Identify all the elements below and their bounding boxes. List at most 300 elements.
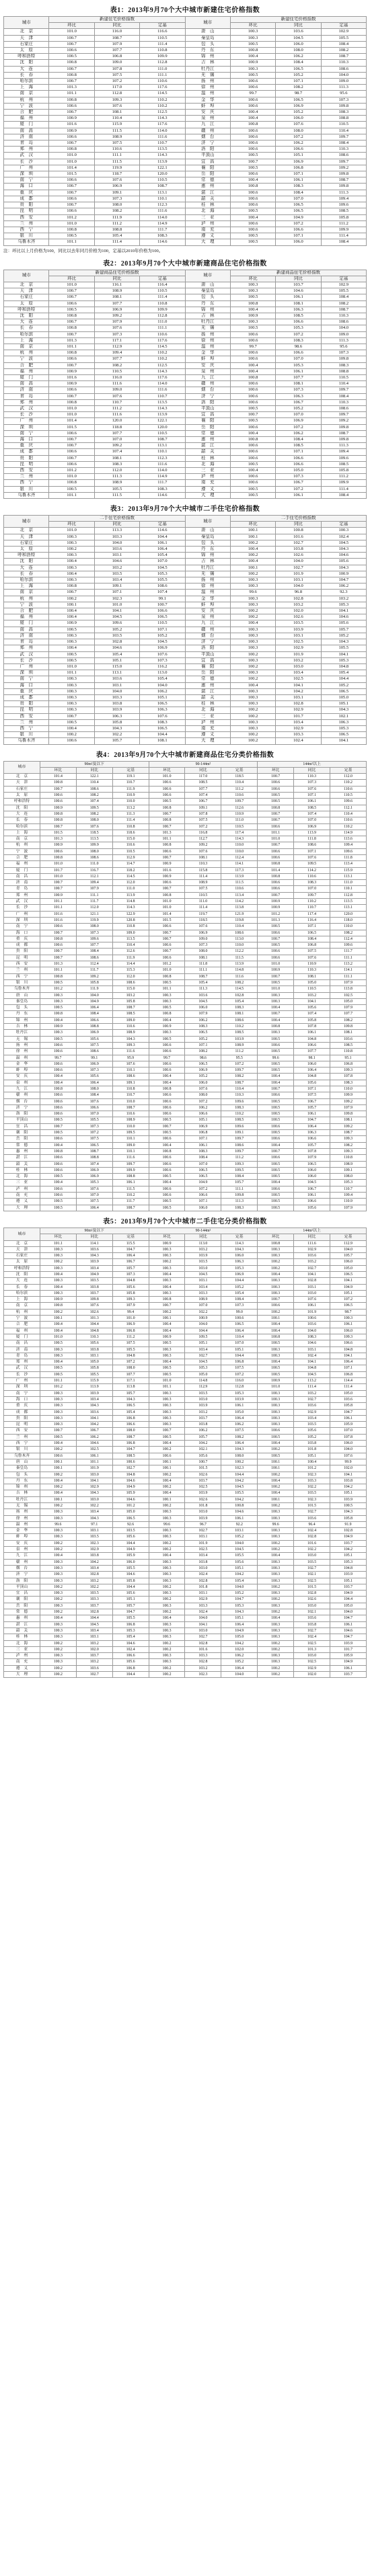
table-row bbox=[4, 1061, 367, 1067]
value-cell: 104.7 bbox=[112, 1609, 149, 1615]
value-cell: 103.1 bbox=[276, 694, 321, 700]
value-cell: 100.6 bbox=[258, 949, 294, 955]
value-cell: 106.2 bbox=[276, 54, 321, 60]
value-cell: 106.5 bbox=[140, 701, 185, 707]
value-cell: 115.3 bbox=[112, 967, 149, 973]
city-cell: 郑 州 bbox=[4, 1359, 40, 1365]
table-row bbox=[4, 1080, 367, 1086]
value-cell: 108.9 bbox=[221, 1042, 258, 1048]
value-cell: 103.4 bbox=[185, 1553, 221, 1559]
value-cell: 109.0 bbox=[112, 930, 149, 936]
table-row bbox=[4, 1603, 367, 1609]
value-cell: 110.2 bbox=[330, 780, 367, 786]
table-row bbox=[4, 998, 367, 1004]
value-cell: 109.1 bbox=[94, 190, 139, 196]
value-cell: 112.8 bbox=[330, 892, 367, 898]
city-cell: 洛 阳 bbox=[185, 147, 230, 153]
value-cell: 106.4 bbox=[221, 1621, 258, 1627]
city-cell: 温 州 bbox=[185, 590, 230, 596]
value-cell: 106.1 bbox=[294, 1303, 330, 1309]
value-cell: 111.7 bbox=[140, 480, 185, 486]
value-cell: 109.8 bbox=[321, 171, 366, 177]
city-cell: 呼和浩特 bbox=[4, 553, 49, 559]
value-cell: 110.1 bbox=[112, 1136, 149, 1142]
value-cell: 110.3 bbox=[321, 147, 366, 153]
value-cell: 108.5 bbox=[330, 1042, 367, 1048]
value-cell: 100.3 bbox=[258, 1621, 294, 1627]
value-cell: 105.1 bbox=[185, 1117, 221, 1123]
table-row bbox=[4, 1409, 367, 1415]
value-cell: 108.0 bbox=[76, 924, 112, 930]
value-cell: 101.9 bbox=[185, 1540, 221, 1546]
value-cell: 100.5 bbox=[40, 1130, 76, 1136]
value-cell: 100.3 bbox=[258, 1278, 294, 1284]
value-cell: 107.6 bbox=[94, 177, 139, 184]
value-cell: 114.0 bbox=[140, 468, 185, 474]
value-cell: 109.6 bbox=[330, 848, 367, 854]
value-cell: 108.7 bbox=[112, 1104, 149, 1111]
value-cell: 108.6 bbox=[294, 842, 330, 848]
value-cell: 108.6 bbox=[112, 979, 149, 985]
value-cell: 100.6 bbox=[258, 1123, 294, 1129]
value-cell: 122.9 bbox=[112, 911, 149, 917]
value-cell: 108.2 bbox=[94, 362, 139, 368]
city-cell: 三 亚 bbox=[185, 468, 230, 474]
value-cell: 105.1 bbox=[330, 1290, 367, 1296]
value-cell: 114.6 bbox=[140, 528, 185, 534]
value-cell: 109.5 bbox=[112, 1130, 149, 1136]
value-cell: 104.1 bbox=[76, 1478, 112, 1484]
value-cell: 100.4 bbox=[40, 1441, 76, 1447]
value-cell: 105.9 bbox=[330, 1653, 367, 1659]
value-cell: 114.6 bbox=[140, 239, 185, 245]
city-cell: 乌鲁木齐 bbox=[4, 492, 49, 498]
value-cell: 106.4 bbox=[76, 1080, 112, 1086]
value-cell: 100.5 bbox=[258, 1199, 294, 1205]
city-cell: 九 江 bbox=[4, 1086, 40, 1092]
value-cell: 108.1 bbox=[276, 381, 321, 387]
value-cell: 114.0 bbox=[140, 128, 185, 134]
value-cell: 100.6 bbox=[258, 848, 294, 854]
city-cell: 安 庆 bbox=[4, 1540, 40, 1546]
table-row bbox=[4, 917, 367, 923]
value-cell: 107.9 bbox=[185, 1011, 221, 1017]
value-cell: 100.6 bbox=[258, 786, 294, 792]
value-cell: 108.7 bbox=[330, 1130, 367, 1136]
value-cell: 118.0 bbox=[330, 917, 367, 923]
table-row bbox=[4, 35, 367, 41]
value-cell: 106.9 bbox=[112, 1322, 149, 1328]
value-cell: 105.0 bbox=[276, 468, 321, 474]
value-cell: 100.6 bbox=[149, 1061, 185, 1067]
value-cell: 101.0 bbox=[149, 967, 185, 973]
value-cell: 112.6 bbox=[112, 949, 149, 955]
value-cell: 100.6 bbox=[258, 886, 294, 892]
value-cell: 104.9 bbox=[185, 1180, 221, 1186]
value-cell: 106.1 bbox=[330, 1322, 367, 1328]
value-cell: 110.6 bbox=[294, 873, 330, 879]
city-cell: 泉 州 bbox=[4, 1080, 40, 1086]
value-cell: 116.0 bbox=[221, 1378, 258, 1384]
value-cell: 105.5 bbox=[112, 1565, 149, 1571]
value-cell: 114.1 bbox=[76, 1240, 112, 1246]
value-cell: 100.7 bbox=[149, 886, 185, 892]
value-cell: 100.2 bbox=[149, 1547, 185, 1553]
city-cell: 三 亚 bbox=[185, 214, 230, 220]
value-cell: 100.6 bbox=[230, 79, 275, 85]
city-cell: 丹 东 bbox=[185, 48, 230, 54]
value-cell: 108.1 bbox=[94, 455, 139, 461]
value-cell: 108.0 bbox=[276, 48, 321, 54]
value-cell: 100.1 bbox=[149, 1459, 185, 1465]
value-cell: 106.9 bbox=[185, 930, 221, 936]
value-cell: 100.3 bbox=[258, 1290, 294, 1296]
value-cell: 113.8 bbox=[221, 905, 258, 911]
value-cell: 111.2 bbox=[112, 1334, 149, 1340]
value-cell: 107.3 bbox=[321, 350, 366, 356]
value-cell: 100.3 bbox=[258, 1030, 294, 1036]
value-cell: 103.0 bbox=[185, 1265, 221, 1271]
value-cell: 104.2 bbox=[76, 1559, 112, 1565]
value-cell: 100.3 bbox=[258, 1409, 294, 1415]
value-cell: 101.2 bbox=[49, 214, 94, 220]
value-cell: 105.6 bbox=[185, 1453, 221, 1459]
value-cell: 100.4 bbox=[258, 1074, 294, 1080]
value-cell: 108.7 bbox=[112, 1434, 149, 1440]
city-cell: 惠 州 bbox=[185, 437, 230, 443]
value-cell: 109.2 bbox=[185, 842, 221, 848]
value-cell: 104.7 bbox=[330, 1634, 367, 1640]
value-cell: 104.6 bbox=[76, 1441, 112, 1447]
city-cell: 西 宁 bbox=[4, 725, 49, 731]
value-cell: 104.8 bbox=[112, 1278, 149, 1284]
value-cell: 100.7 bbox=[149, 1123, 185, 1129]
city-cell: 九 江 bbox=[185, 122, 230, 128]
value-cell: 100.4 bbox=[258, 1359, 294, 1365]
value-cell: 100.2 bbox=[258, 1259, 294, 1265]
value-cell: 103.7 bbox=[76, 1290, 112, 1296]
value-cell: 106.5 bbox=[140, 614, 185, 620]
value-cell: 100.6 bbox=[149, 1104, 185, 1111]
value-cell: 106.0 bbox=[276, 41, 321, 47]
value-cell: 100.6 bbox=[149, 780, 185, 786]
value-cell: 101.1 bbox=[76, 1459, 112, 1465]
value-cell: 100.8 bbox=[49, 72, 94, 78]
value-cell: 108.5 bbox=[276, 313, 321, 319]
value-cell: 105.3 bbox=[140, 571, 185, 577]
table-row bbox=[4, 793, 367, 799]
city-cell: 金 华 bbox=[185, 596, 230, 602]
value-cell: 103.2 bbox=[294, 1259, 330, 1265]
value-cell: 106.2 bbox=[185, 1428, 221, 1434]
value-cell: 113.9 bbox=[140, 412, 185, 418]
value-cell: 100.7 bbox=[185, 1459, 221, 1465]
city-cell: 北 海 bbox=[185, 208, 230, 214]
value-cell: 99.7 bbox=[230, 344, 275, 350]
city-cell: 南 京 bbox=[4, 836, 40, 842]
city-cell: 锦 州 bbox=[4, 1484, 40, 1490]
value-cell: 106.6 bbox=[276, 461, 321, 467]
value-cell: 100.4 bbox=[294, 1459, 330, 1465]
value-cell: 100.6 bbox=[40, 1155, 76, 1161]
value-cell: 102.7 bbox=[294, 1509, 330, 1515]
city-cell: 常 德 bbox=[185, 177, 230, 184]
value-cell: 108.8 bbox=[76, 1024, 112, 1030]
city-cell: 南 充 bbox=[4, 1659, 40, 1665]
value-cell: 107.0 bbox=[140, 559, 185, 565]
city-cell: 西 宁 bbox=[4, 1441, 40, 1447]
value-cell: 107.8 bbox=[294, 1024, 330, 1030]
value-cell: 102.1 bbox=[185, 1447, 221, 1453]
value-cell: 105.0 bbox=[221, 1634, 258, 1640]
value-cell: 100.8 bbox=[40, 1011, 76, 1017]
value-cell: 100.3 bbox=[149, 1415, 185, 1421]
table-row bbox=[4, 405, 367, 411]
value-cell: 107.6 bbox=[76, 1303, 112, 1309]
value-cell: 109.4 bbox=[321, 196, 366, 202]
table-row bbox=[4, 153, 367, 159]
city-cell: 大 连 bbox=[4, 565, 49, 571]
value-cell: 114.9 bbox=[330, 830, 367, 836]
city-cell: 重 庆 bbox=[4, 688, 49, 694]
value-cell: 100.3 bbox=[321, 528, 366, 534]
value-cell: 100.3 bbox=[40, 992, 76, 998]
value-cell: 107.3 bbox=[76, 1123, 112, 1129]
table-row bbox=[4, 362, 367, 368]
value-cell: 100.9 bbox=[258, 899, 294, 905]
table-row bbox=[4, 1559, 367, 1565]
value-cell: 106.8 bbox=[112, 1328, 149, 1334]
value-cell: 106.4 bbox=[221, 1665, 258, 1671]
value-cell: 102.7 bbox=[112, 1465, 149, 1472]
value-cell: 114.6 bbox=[140, 492, 185, 498]
table-row bbox=[4, 967, 367, 973]
value-cell: 100.3 bbox=[149, 1253, 185, 1259]
table-row bbox=[4, 239, 367, 245]
value-cell: 108.7 bbox=[112, 1205, 149, 1211]
value-cell: 100.3 bbox=[40, 1403, 76, 1409]
table-row bbox=[4, 1340, 367, 1346]
value-cell: 116.0 bbox=[94, 374, 139, 380]
table-row bbox=[4, 134, 367, 140]
value-cell: 109.0 bbox=[94, 60, 139, 66]
value-cell: 100.5 bbox=[258, 942, 294, 949]
value-cell: 103.2 bbox=[185, 1409, 221, 1415]
value-cell: 100.5 bbox=[258, 1193, 294, 1199]
city-cell: 蚌 埠 bbox=[185, 356, 230, 362]
city-cell: 韶 关 bbox=[4, 1627, 40, 1634]
value-cell: 100.3 bbox=[230, 639, 275, 645]
city-cell: 遵 义 bbox=[4, 1199, 40, 1205]
value-cell: 110.1 bbox=[112, 1148, 149, 1154]
value-cell: 101.0 bbox=[40, 873, 76, 879]
table-row bbox=[4, 1396, 367, 1402]
city-cell: 桂 林 bbox=[185, 455, 230, 461]
col-fixed-header: 定基 bbox=[321, 23, 366, 29]
value-cell: 118.2 bbox=[112, 867, 149, 873]
city-cell: 合 肥 bbox=[4, 608, 49, 614]
table-row bbox=[4, 1017, 367, 1023]
col-yoy-header: 同比 bbox=[76, 1234, 112, 1240]
value-cell: 105.7 bbox=[112, 1265, 149, 1271]
value-cell: 104.3 bbox=[321, 707, 366, 713]
city-cell: 南 宁 bbox=[4, 676, 49, 682]
value-cell: 100.6 bbox=[40, 1136, 76, 1142]
table-row bbox=[4, 861, 367, 867]
value-cell: 100.1 bbox=[230, 534, 275, 540]
city-cell: 包 头 bbox=[4, 1005, 40, 1011]
table-row bbox=[4, 701, 367, 707]
city-cell: 岳 阳 bbox=[185, 670, 230, 676]
value-cell: 100.7 bbox=[49, 140, 94, 147]
value-cell: 99.9 bbox=[330, 1459, 367, 1465]
value-cell: 106.4 bbox=[76, 1005, 112, 1011]
value-cell: 103.5 bbox=[94, 571, 139, 577]
value-cell: 100.3 bbox=[258, 1603, 294, 1609]
table-row bbox=[4, 1193, 367, 1199]
value-cell: 100.6 bbox=[221, 1316, 258, 1322]
value-cell: 108.3 bbox=[330, 1080, 367, 1086]
value-cell: 103.4 bbox=[185, 1346, 221, 1353]
value-cell: 111.0 bbox=[330, 880, 367, 886]
value-cell: 118.7 bbox=[94, 171, 139, 177]
value-cell: 100.7 bbox=[49, 362, 94, 368]
value-cell: 106.6 bbox=[276, 455, 321, 461]
value-cell: 111.3 bbox=[321, 85, 366, 91]
city-cell: 蚌 埠 bbox=[4, 1534, 40, 1540]
table-row bbox=[4, 1591, 367, 1597]
value-cell: 111.3 bbox=[321, 443, 366, 449]
city-cell: 金 华 bbox=[4, 1061, 40, 1067]
value-cell: 100.8 bbox=[49, 147, 94, 153]
value-cell: 105.1 bbox=[140, 694, 185, 700]
value-cell: 108.6 bbox=[221, 930, 258, 936]
col-city-header: 城市 bbox=[185, 17, 230, 29]
value-cell: 100.2 bbox=[40, 1502, 76, 1508]
value-cell: 100.3 bbox=[230, 577, 275, 583]
value-cell: 104.0 bbox=[140, 682, 185, 688]
value-cell: 107.6 bbox=[140, 651, 185, 657]
value-cell: 117.0 bbox=[185, 774, 221, 780]
value-cell: 117.6 bbox=[140, 374, 185, 380]
value-cell: 100.5 bbox=[149, 1174, 185, 1180]
value-cell: 100.4 bbox=[230, 116, 275, 122]
value-cell: 104.0 bbox=[221, 1584, 258, 1590]
value-cell: 100.4 bbox=[149, 1142, 185, 1148]
city-cell: 福 州 bbox=[4, 614, 49, 620]
value-cell: 108.7 bbox=[185, 973, 221, 979]
city-cell: 遵 义 bbox=[185, 486, 230, 492]
value-cell: 107.2 bbox=[76, 1130, 112, 1136]
value-cell: 104.1 bbox=[294, 1359, 330, 1365]
value-cell: 100.7 bbox=[149, 811, 185, 817]
value-cell: 107.3 bbox=[185, 942, 221, 949]
value-cell: 107.2 bbox=[185, 823, 221, 830]
value-cell: 108.0 bbox=[76, 817, 112, 823]
value-cell: 100.7 bbox=[258, 892, 294, 898]
value-cell: 103.2 bbox=[185, 1665, 221, 1671]
value-cell: 111.5 bbox=[94, 159, 139, 165]
value-cell: 107.5 bbox=[76, 1199, 112, 1205]
value-cell: 110.6 bbox=[330, 786, 367, 792]
value-cell: 110.3 bbox=[185, 861, 221, 867]
value-cell: 100.6 bbox=[230, 443, 275, 449]
value-cell: 103.4 bbox=[76, 1265, 112, 1271]
value-cell: 108.9 bbox=[185, 880, 221, 886]
value-cell: 107.6 bbox=[294, 786, 330, 792]
col-yoy-header: 同比 bbox=[94, 522, 139, 528]
value-cell: 101.2 bbox=[112, 1502, 149, 1508]
value-cell: 102.3 bbox=[94, 596, 139, 602]
value-cell: 100.3 bbox=[40, 1565, 76, 1571]
value-cell: 106.6 bbox=[330, 1340, 367, 1346]
value-cell: 100.3 bbox=[40, 1528, 76, 1534]
value-cell: 105.3 bbox=[112, 1627, 149, 1634]
value-cell: 100.7 bbox=[258, 936, 294, 942]
table-row bbox=[4, 786, 367, 792]
table-row bbox=[4, 713, 367, 719]
value-cell: 105.7 bbox=[221, 1180, 258, 1186]
value-cell: 119.8 bbox=[221, 917, 258, 923]
city-cell: 洛 阳 bbox=[185, 399, 230, 405]
value-cell: 104.5 bbox=[221, 1547, 258, 1553]
value-cell: 100.5 bbox=[258, 1130, 294, 1136]
city-cell: 济 南 bbox=[4, 387, 49, 393]
table-row bbox=[4, 1278, 367, 1284]
value-cell: 106.2 bbox=[76, 1434, 112, 1440]
value-cell: 111.4 bbox=[94, 239, 139, 245]
city-cell: 岳 阳 bbox=[4, 1603, 40, 1609]
value-cell: 118.5 bbox=[221, 774, 258, 780]
value-cell: 100.6 bbox=[40, 1104, 76, 1111]
value-cell: 107.9 bbox=[112, 1303, 149, 1309]
city-cell: 扬 州 bbox=[185, 577, 230, 583]
value-cell: 103.9 bbox=[94, 707, 139, 713]
city-cell: 郑 州 bbox=[4, 147, 49, 153]
value-cell: 108.4 bbox=[276, 60, 321, 66]
value-cell: 102.1 bbox=[294, 1609, 330, 1615]
col-yoy-header: 同比 bbox=[76, 767, 112, 773]
value-cell: 100.8 bbox=[149, 817, 185, 823]
value-cell: 121.9 bbox=[221, 911, 258, 917]
value-cell: 102.4 bbox=[321, 534, 366, 540]
value-cell: 106.5 bbox=[330, 1272, 367, 1278]
value-cell: 100.6 bbox=[258, 1428, 294, 1434]
value-cell: 100.6 bbox=[230, 449, 275, 455]
value-cell: 106.7 bbox=[294, 1098, 330, 1104]
city-cell: 常 德 bbox=[4, 1142, 40, 1148]
table-row bbox=[4, 1030, 367, 1036]
value-cell: 111.1 bbox=[140, 72, 185, 78]
value-cell: 107.3 bbox=[94, 196, 139, 202]
value-cell: 108.5 bbox=[321, 461, 366, 467]
city-cell: 唐 山 bbox=[185, 29, 230, 35]
value-cell: 114.5 bbox=[140, 91, 185, 97]
table-row bbox=[4, 48, 367, 54]
value-cell: 100.3 bbox=[149, 1528, 185, 1534]
value-cell: 106.8 bbox=[112, 1441, 149, 1447]
city-cell: 大 理 bbox=[185, 239, 230, 245]
value-cell: 100.2 bbox=[40, 1672, 76, 1678]
city-cell: 贵 阳 bbox=[4, 455, 49, 461]
table-row bbox=[4, 602, 367, 608]
value-cell: 107.3 bbox=[321, 97, 366, 103]
value-cell: 110.4 bbox=[112, 942, 149, 949]
value-cell: 110.2 bbox=[294, 899, 330, 905]
value-cell: 103.1 bbox=[185, 1591, 221, 1597]
table-row bbox=[4, 1055, 367, 1061]
value-cell: 106.0 bbox=[221, 1253, 258, 1259]
